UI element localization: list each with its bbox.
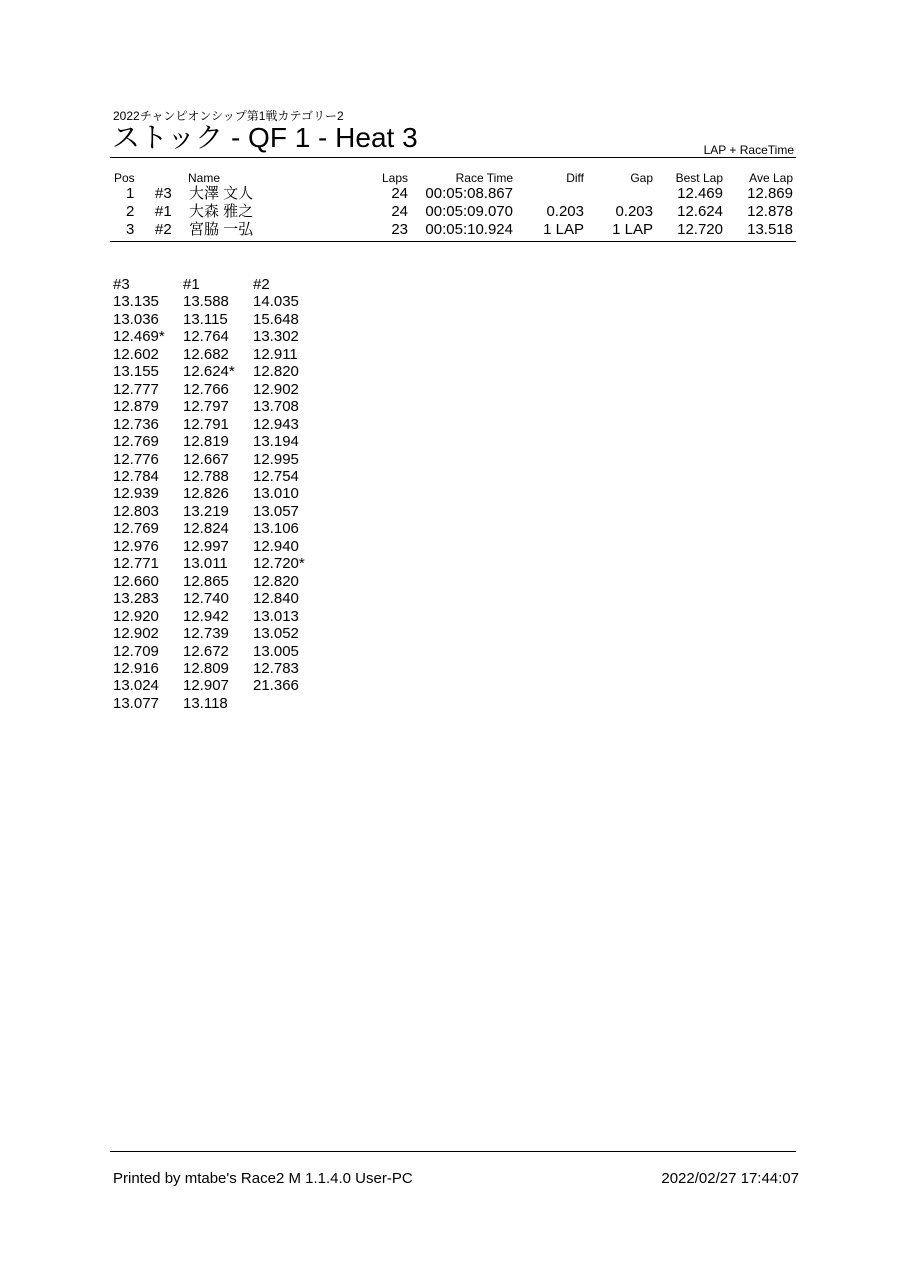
col-name: Name — [188, 171, 221, 185]
lap-time: 12.469* — [113, 328, 165, 346]
lap-time: 12.865 — [183, 572, 229, 590]
col-best-lap: Best Lap — [675, 171, 723, 185]
col-pos: Pos — [114, 171, 135, 185]
lap-time: 13.010 — [253, 485, 299, 503]
col-gap: Gap — [630, 171, 653, 185]
lap-time: 13.106 — [253, 520, 299, 538]
lap-time: 14.035 — [253, 293, 299, 311]
lap-time: 12.776 — [113, 450, 159, 468]
lap-column-header: #2 — [253, 276, 270, 293]
col-diff: Diff — [566, 171, 584, 185]
lap-time: 12.797 — [183, 398, 229, 416]
lap-time: 12.940 — [253, 537, 299, 555]
lap-time: 12.942 — [183, 607, 229, 625]
lap-time: 12.720* — [253, 555, 305, 573]
footer-divider — [110, 1151, 796, 1152]
lap-time: 12.769 — [113, 433, 159, 451]
lap-time: 12.777 — [113, 380, 159, 398]
lap-column — [113, 276, 165, 712]
lap-time: 12.819 — [183, 433, 229, 451]
lap-time: 12.976 — [113, 537, 159, 555]
page-title: ストック - QF 1 - Heat 3 — [112, 122, 418, 153]
result-laps: 24 — [391, 185, 408, 202]
header-divider — [110, 157, 796, 158]
lap-time: 12.739 — [183, 625, 229, 643]
lap-time: 12.769 — [113, 520, 159, 538]
lap-time: 13.283 — [113, 590, 159, 608]
lap-time: 12.902 — [253, 380, 299, 398]
lap-time: 12.879 — [113, 398, 159, 416]
lap-time: 12.754 — [253, 467, 299, 485]
result-diff: 0.203 — [546, 203, 584, 220]
lap-time: 12.736 — [113, 415, 159, 433]
result-pos: 1 — [126, 185, 135, 202]
lap-time: 12.740 — [183, 590, 229, 608]
table-row — [0, 185, 905, 203]
lap-time: 13.588 — [183, 293, 229, 311]
lap-time: 13.115 — [183, 310, 228, 328]
table-row — [0, 203, 905, 221]
lap-time: 13.024 — [113, 677, 159, 695]
col-laps: Laps — [381, 171, 408, 185]
lap-time: 12.660 — [113, 572, 159, 590]
lap-time: 12.624* — [183, 363, 235, 381]
lap-column-header: #1 — [183, 276, 200, 293]
lap-column-header: #3 — [113, 276, 130, 293]
lap-time: 13.005 — [253, 642, 299, 660]
lap-time: 12.995 — [253, 450, 299, 468]
report-mode: LAP + RaceTime — [703, 143, 794, 157]
result-name: 大澤 文人 — [189, 185, 254, 202]
lap-time: 12.902 — [113, 625, 159, 643]
lap-time: 12.766 — [183, 380, 229, 398]
lap-time: 13.052 — [253, 625, 299, 643]
lap-time: 13.013 — [253, 607, 299, 625]
lap-time: 12.791 — [183, 415, 229, 433]
lap-time: 13.036 — [113, 310, 159, 328]
result-car: #3 — [155, 185, 172, 202]
lap-time: 12.672 — [183, 642, 229, 660]
lap-time: 12.824 — [183, 520, 229, 538]
result-gap: 1 LAP — [612, 221, 653, 238]
lap-time: 21.366 — [253, 677, 299, 695]
lap-time: 15.648 — [253, 310, 299, 328]
lap-time: 13.302 — [253, 328, 299, 346]
lap-time: 12.602 — [113, 345, 159, 363]
lap-time: 13.708 — [253, 398, 299, 416]
result-pos: 3 — [126, 221, 135, 238]
lap-time: 13.011 — [183, 555, 228, 573]
result-ave-lap: 12.869 — [747, 185, 793, 202]
result-race-time: 00:05:09.070 — [425, 203, 513, 220]
lap-time: 12.771 — [113, 555, 159, 573]
lap-time: 12.764 — [183, 328, 229, 346]
table-row — [0, 221, 905, 239]
lap-time: 12.826 — [183, 485, 229, 503]
lap-time: 12.907 — [183, 677, 229, 695]
lap-time: 12.667 — [183, 450, 229, 468]
lap-time: 12.809 — [183, 659, 229, 677]
lap-time: 12.820 — [253, 363, 299, 381]
lap-time: 13.118 — [183, 694, 228, 712]
lap-time: 12.709 — [113, 642, 159, 660]
lap-time: 12.943 — [253, 415, 299, 433]
lap-time: 12.920 — [113, 607, 159, 625]
lap-time: 12.682 — [183, 345, 229, 363]
result-gap: 0.203 — [615, 203, 653, 220]
result-diff: 1 LAP — [543, 221, 584, 238]
result-car: #1 — [155, 203, 172, 220]
result-laps: 24 — [391, 203, 408, 220]
col-ave-lap: Ave Lap — [749, 171, 793, 185]
lap-time: 13.219 — [183, 502, 229, 520]
lap-time: 12.820 — [253, 572, 299, 590]
result-ave-lap: 13.518 — [747, 221, 793, 238]
lap-time: 12.803 — [113, 502, 159, 520]
result-laps: 23 — [391, 221, 408, 238]
result-pos: 2 — [126, 203, 135, 220]
lap-time: 12.997 — [183, 537, 229, 555]
lap-time: 13.155 — [113, 363, 159, 381]
lap-time: 13.135 — [113, 293, 159, 311]
result-name: 大森 雅之 — [189, 203, 254, 220]
result-ave-lap: 12.878 — [747, 203, 793, 220]
event-subtitle: 2022チャンピオンシップ第1戦カテゴリー2 — [113, 109, 344, 123]
lap-time: 12.939 — [113, 485, 159, 503]
lap-time: 12.788 — [183, 467, 229, 485]
result-race-time: 00:05:08.867 — [425, 185, 513, 202]
printed-by: Printed by mtabe's Race2 M 1.1.4.0 User-PC — [113, 1170, 413, 1187]
lap-time: 12.916 — [113, 659, 159, 677]
col-race-time: Race Time — [455, 171, 513, 185]
lap-time: 12.783 — [253, 659, 299, 677]
lap-time: 13.057 — [253, 502, 299, 520]
lap-time: 12.784 — [113, 467, 159, 485]
result-name: 宮脇 一弘 — [189, 221, 254, 238]
result-best-lap: 12.624 — [677, 203, 723, 220]
result-best-lap: 12.469 — [677, 185, 723, 202]
result-best-lap: 12.720 — [677, 221, 723, 238]
lap-time: 13.194 — [253, 433, 299, 451]
lap-time: 13.077 — [113, 694, 159, 712]
result-car: #2 — [155, 221, 172, 238]
result-race-time: 00:05:10.924 — [425, 221, 513, 238]
lap-column — [183, 276, 235, 712]
lap-time: 12.911 — [253, 345, 298, 363]
print-timestamp: 2022/02/27 17:44:07 — [661, 1170, 799, 1187]
results-divider — [110, 241, 796, 242]
lap-time: 12.840 — [253, 590, 299, 608]
lap-column — [253, 276, 305, 695]
